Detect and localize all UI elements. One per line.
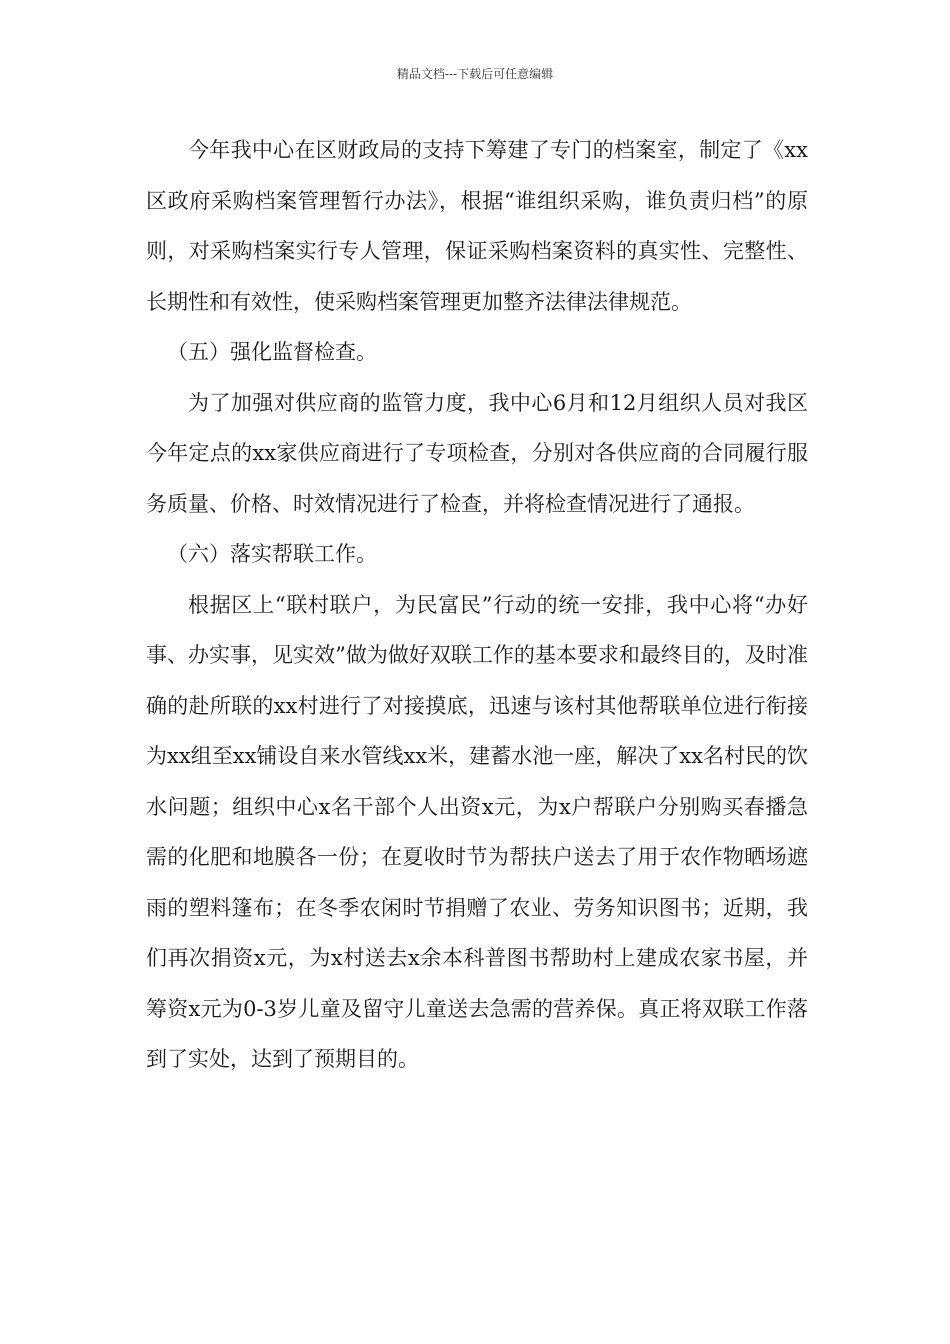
paragraph-archive-management: 今年我中心在区财政局的支持下筹建了专门的档案室，制定了《xx区政府采购档案管理暂行办法》，根据“谁组织采购，谁负责归档”的原则，对采购档案实行专人管理，保证采购档案资料的真实性、完整性、长期性和有效性，使采购档案管理更加整齐法律法律规范。 bbox=[146, 138, 808, 314]
page-header: 精品文档---下载后可任意编辑 bbox=[396, 67, 554, 81]
document-body bbox=[146, 125, 808, 1085]
paragraph-assistance-work: 根据区上“联村联户，为民富民”行动的统一安排，我中心将“办好事、办实事，见实效”做为做好双联工作的基本要求和最终目的，及时准确的赴所联的xx村进行了对接摸底，迅速与该村其他帮联单位进行衔接为xx组至xx铺设自来水管线xx米，建蓄水池一座，解决了xx名村民的饮水问题；组织中心x名干部个人出资x元，为x户帮联户分别购买春播急需的化肥和地膜各一份；在夏收时节为帮扶户送去了用于农作物晒场遮雨的塑料篷布；在冬季农闲时节捐赠了农业、劳务知识图书；近期，我们再次捐资x元，为x村送去x余本科普图书帮助村上建成农家书屋，并筹资x元为0-3岁儿童及留守儿童送去急需的营养保。真正将双联工作落到了实处，达到了预期目的。 bbox=[146, 592, 808, 1071]
section-heading-assistance: （六）落实帮联工作。 bbox=[167, 542, 377, 566]
section-heading-supervision: （五）强化监督检查。 bbox=[167, 340, 377, 364]
paragraph-supplier-inspection: 为了加强对供应商的监管力度，我中心6月和12月组织人员对我区今年定点的xx家供应商进行了专项检查，分别对各供应商的合同履行服务质量、价格、时效情况进行了检查，并将检查情况进行了通报。 bbox=[146, 390, 808, 516]
